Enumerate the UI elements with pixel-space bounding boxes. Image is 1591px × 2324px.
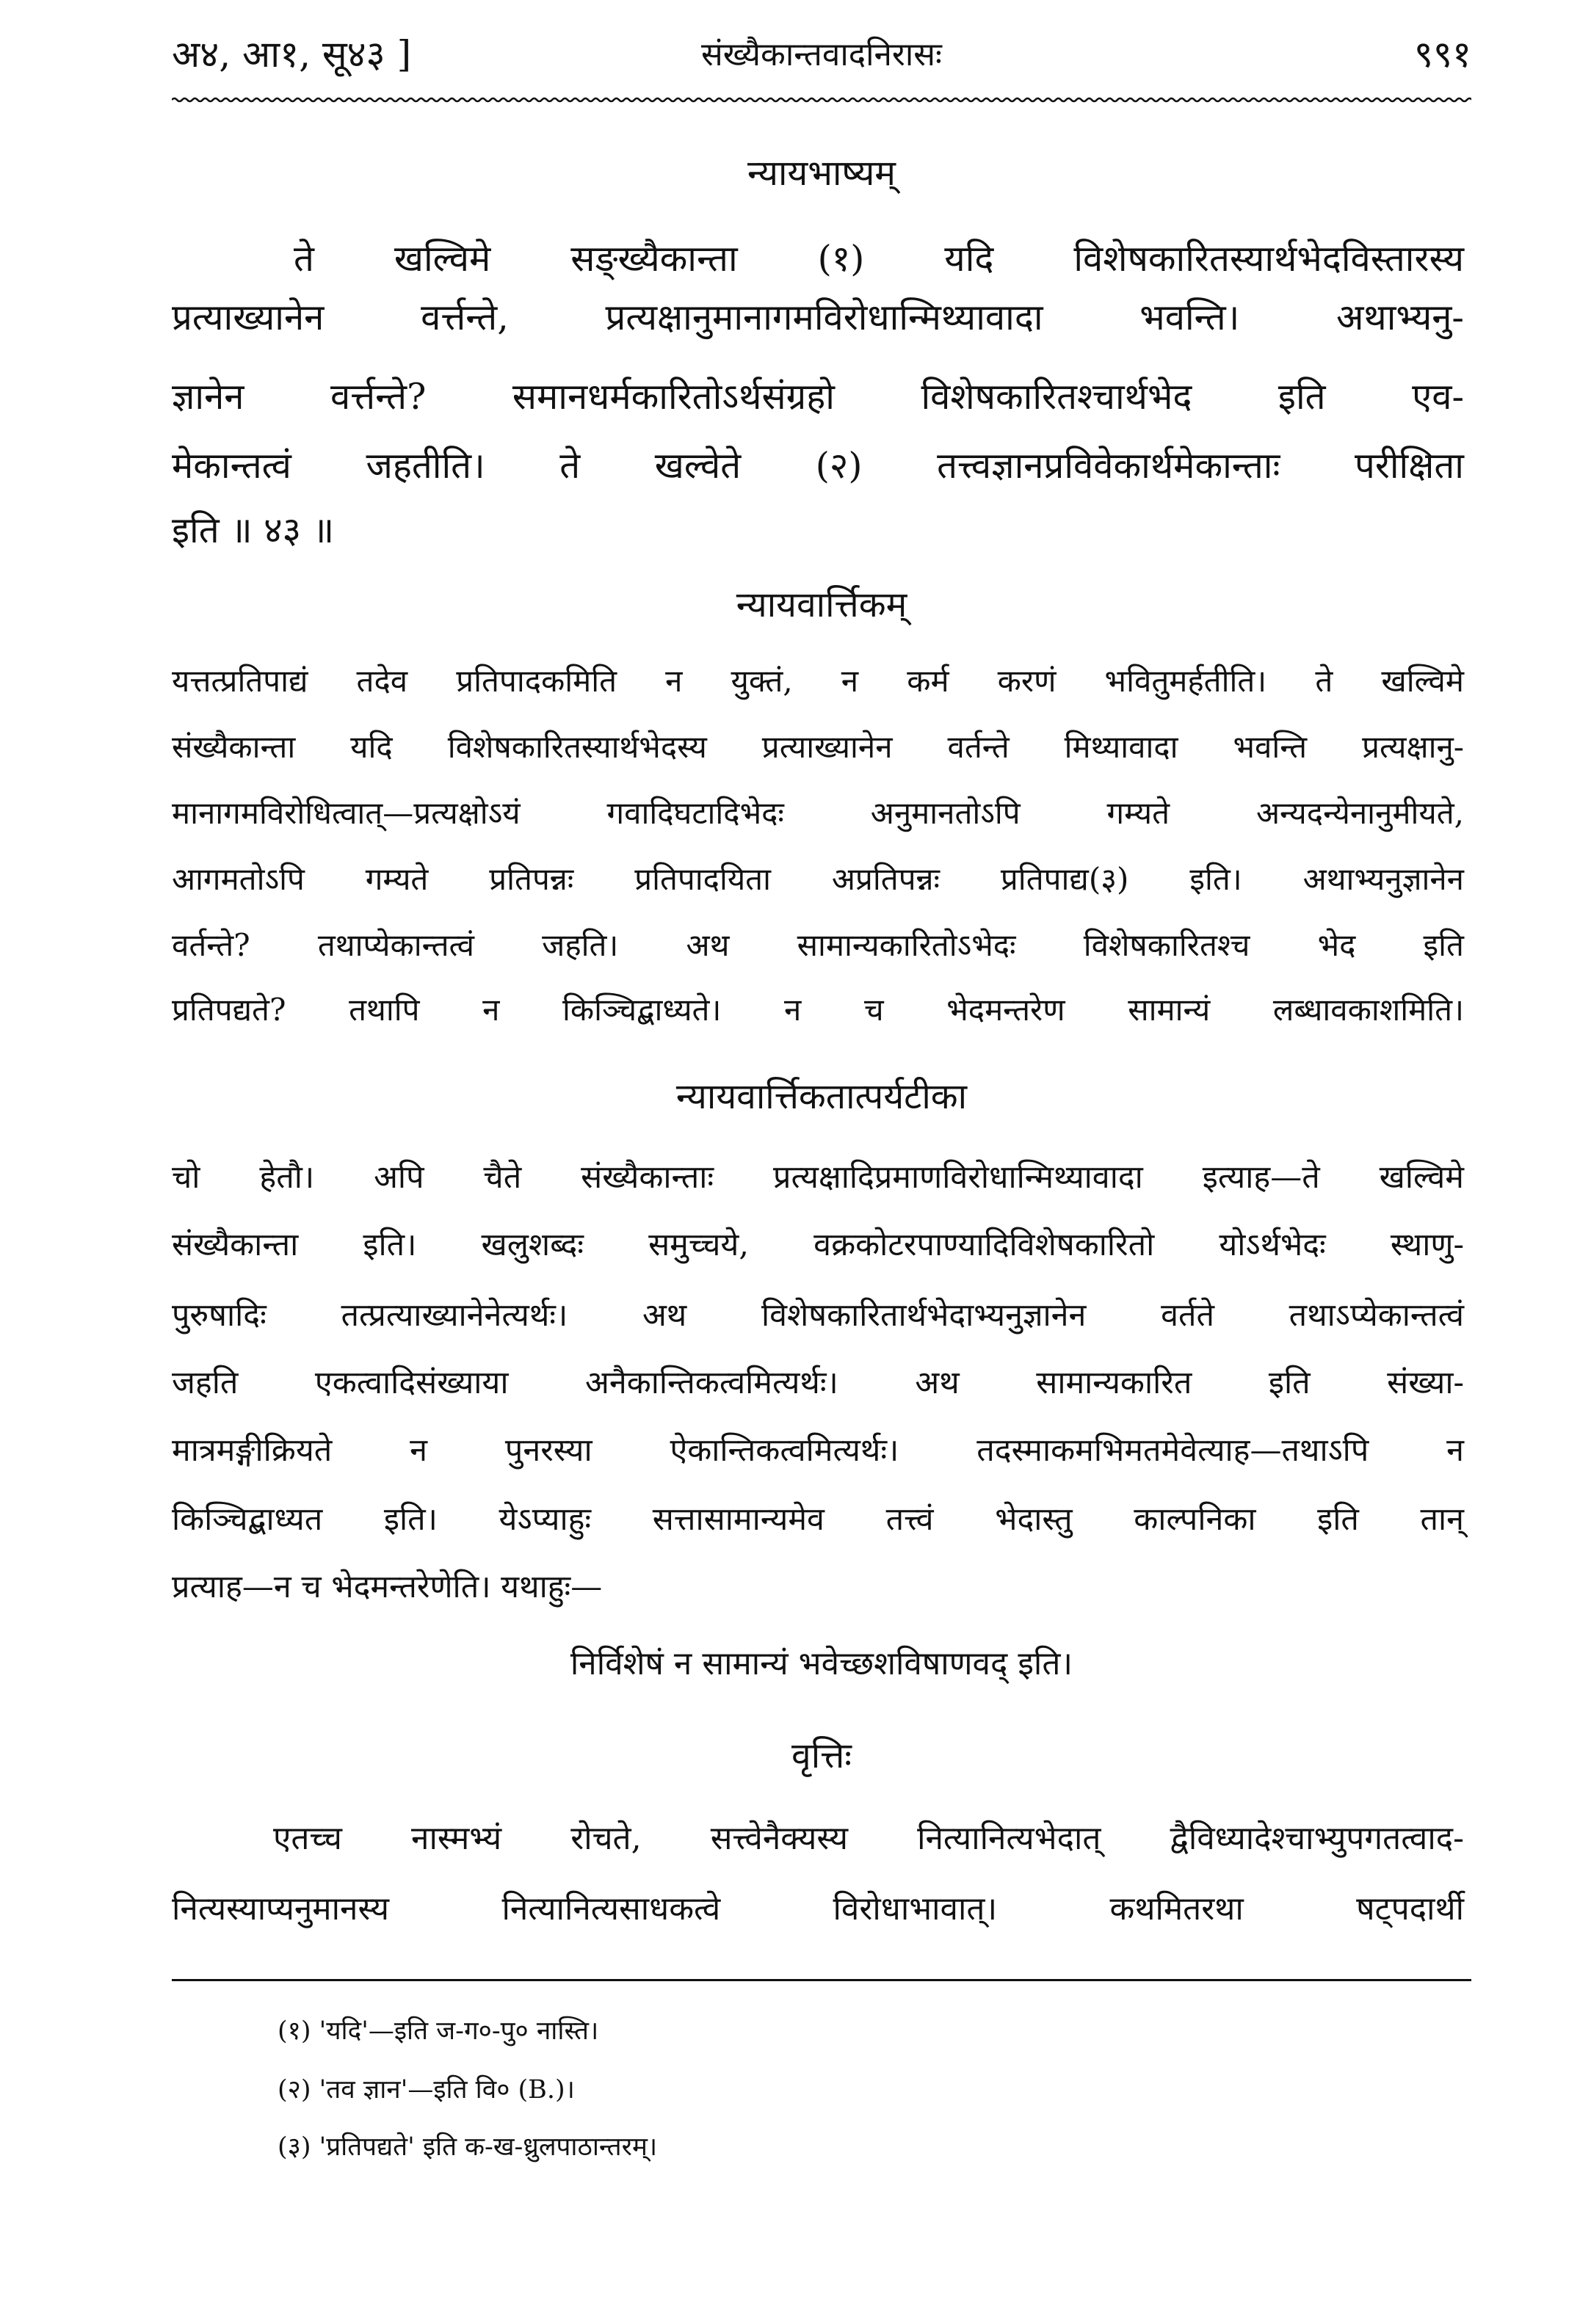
tika-line: पुरुषादिः तत्प्रत्याख्यानेनेत्यर्थः। अथ विशेषकारितार्थभेदाभ्यनुज्ञानेन वर्तते तथाऽप्येकान्तत्वं (172, 1297, 1464, 1334)
footnote: (१) 'यदि'—इति ज-ग०-पु० नास्ति। (278, 2016, 599, 2046)
tika-line: जहति एकत्वादिसंख्याया अनैकान्तिकत्वमित्यर्थः। अथ सामान्यकारित इति संख्या- (172, 1365, 1464, 1401)
bhashya-line: ज्ञानेन वर्त्तन्ते? समानधर्मकारितोऽर्थसंग्रहो विशेषकारितश्चार्थभेद इति एव- (172, 376, 1464, 418)
tika-line: संख्यैकान्ता इति। खलुशब्दः समुच्चये, वक्रकोटरपाण्यादिविशेषकारितो योऽर्थभेदः स्थाणु- (172, 1227, 1464, 1263)
page-number: ९९१ (1414, 33, 1471, 76)
header-wavy-rule (172, 94, 1471, 106)
footnote-rule (172, 1979, 1471, 1981)
bhashya-line: प्रत्याख्यानेन वर्त्तन्ते, प्रत्यक्षानुमानागमविरोधान्मिथ्यावादा भवन्ति। अथाभ्यनु- (172, 297, 1464, 338)
running-header (172, 28, 1471, 87)
tika-line: प्रत्याह—न च भेदमन्तरेणेति। यथाहुः— (172, 1569, 603, 1605)
vartika-line: मानागमविरोधित्वात्—प्रत्यक्षोऽयं गवादिघटादिभेदः अनुमानतोऽपि गम्यते अन्यदन्येनानुमीयते, (172, 795, 1464, 831)
vartika-heading: न्यायवार्त्तिकम् (736, 584, 907, 625)
vartika-line: वर्तन्ते? तथाप्येकान्तत्वं जहति। अथ सामान्यकारितोऽभेदः विशेषकारितश्च भेद इति (172, 927, 1464, 963)
bhashya-line: मेकान्तत्वं जहतीति। ते खल्वेते (२) तत्त्वज्ञानप्रविवेकार्थमेकान्ताः परीक्षिता (172, 445, 1464, 487)
footnote: (३) 'प्रतिपद्यते' इति क-ख-ध्रुलपाठान्तरम्। (278, 2132, 658, 2162)
vartika-line: आगमतोऽपि गम्यते प्रतिपन्नः प्रतिपादयिता अप्रतिपन्नः प्रतिपाद्य(३) इति। अथाभ्यनुज्ञानेन (172, 861, 1464, 897)
bhashya-heading: न्यायभाष्यम् (747, 153, 896, 194)
vritti-line: नित्यस्याप्यनुमानस्य नित्यानित्यसाधकत्वे विरोधाभावात्। कथमितरथा षट्पदार्थी (172, 1890, 1464, 1928)
tika-heading: न्यायवार्त्तिकतात्पर्यटीका (675, 1076, 968, 1117)
footnote: (२) 'तव ज्ञान'—इति वि० (B.)। (278, 2075, 575, 2105)
tika-line: किञ्चिद्बाध्यत इति। येऽप्याहुः सत्तासामान्यमेव तत्त्वं भेदास्तु काल्पनिका इति तान् (172, 1501, 1464, 1538)
running-title: संख्यैकान्तवादनिरासः (701, 36, 942, 73)
vritti-heading: वृत्तिः (791, 1735, 852, 1776)
vartika-line: यत्तत्प्रतिपाद्यं तदेव प्रतिपादकमिति न युक्तं, न कर्म करणं भवितुमर्हतीति। ते खल्विमे (172, 663, 1464, 699)
bhashya-line: ते खल्विमे सङ्ख्यैकान्ता (१) यदि विशेषकारितस्यार्थभेदविस्तारस्य (294, 238, 1464, 280)
chapter-reference: अ४, आ१, सू४३ ] (172, 33, 412, 76)
vritti-line: एतच्च नास्मभ्यं रोचते, सत्त्वेनैक्यस्य नित्यानित्यभेदात् द्वैविध्यादेश्चाभ्युपगतत्वाद- (273, 1820, 1464, 1857)
bhashya-line: इति ॥ ४३ ॥ (172, 509, 335, 551)
tika-verse: निर्विशेषं न सामान्यं भवेच्छशविषाणवद् इति। (570, 1645, 1073, 1682)
vartika-line: प्रतिपद्यते? तथापि न किञ्चिद्बाध्यते। न च भेदमन्तरेण सामान्यं लब्धावकाशमिति। (172, 992, 1464, 1028)
vartika-line: संख्यैकान्ता यदि विशेषकारितस्यार्थभेदस्य प्रत्याख्यानेन वर्तन्ते मिथ्यावादा भवन्ति प्रत्यक्षानु- (172, 729, 1464, 765)
tika-line: मात्रमङ्गीक्रियते न पुनरस्या ऐकान्तिकत्वमित्यर्थः। तदस्माकमभिमतमेवेत्याह—तथाऽपि न (172, 1432, 1464, 1469)
tika-line: चो हेतौ। अपि चैते संख्यैकान्ताः प्रत्यक्षादिप्रमाणविरोधान्मिथ्यावादा इत्याह—ते खल्विमे (172, 1159, 1464, 1196)
